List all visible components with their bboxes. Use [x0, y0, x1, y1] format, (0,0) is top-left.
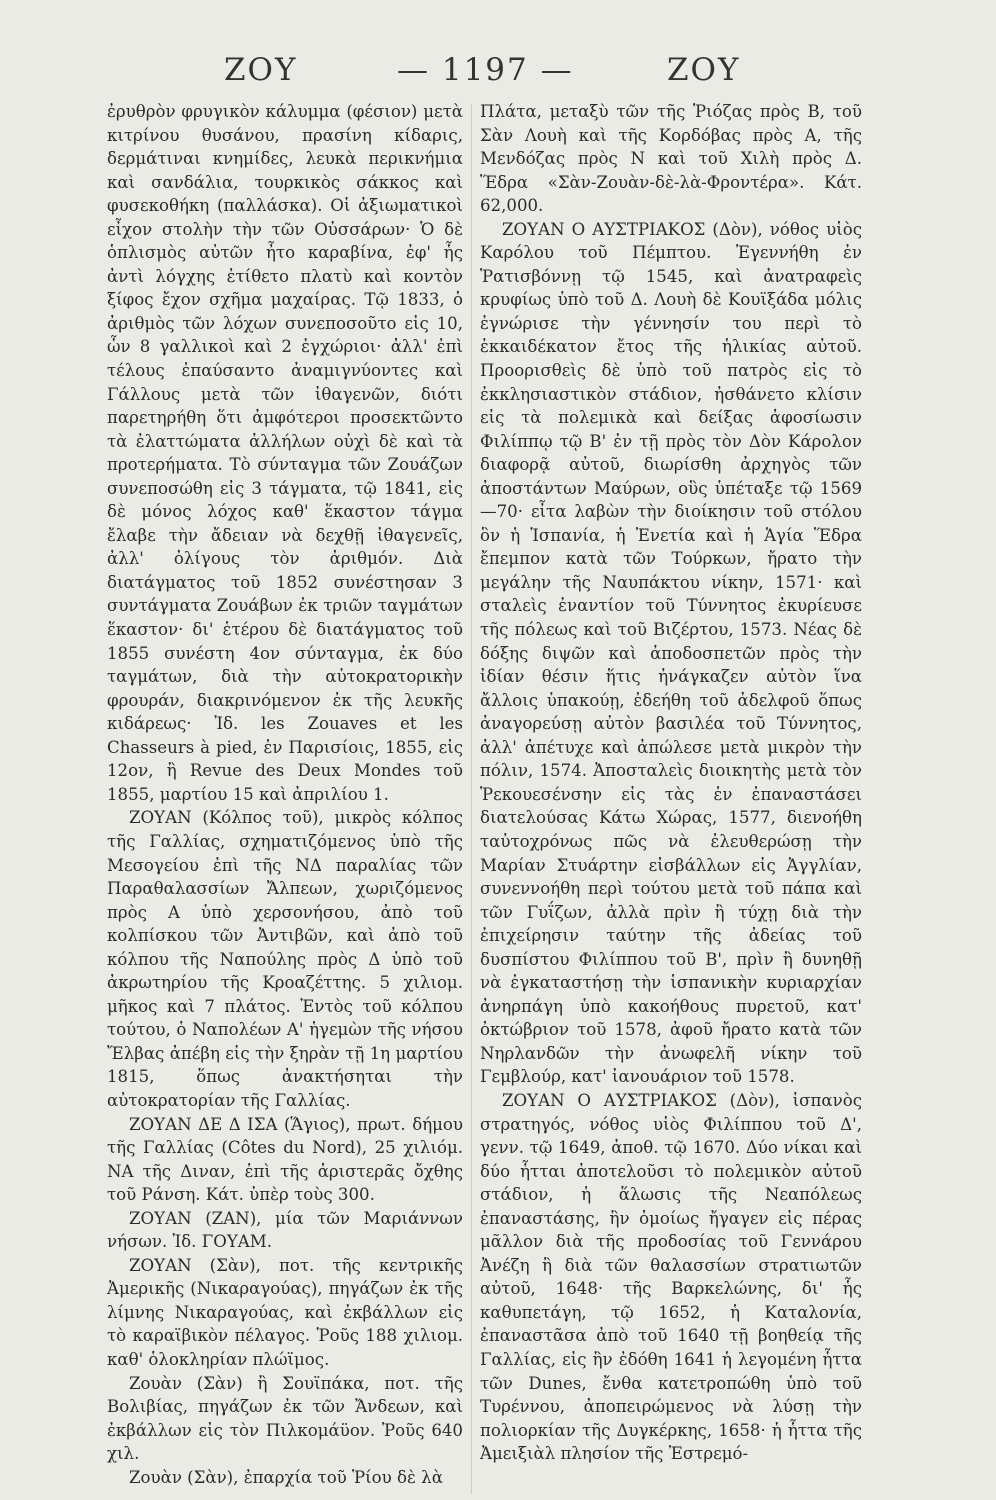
right-column	[480, 100, 862, 1495]
entry-zouan-san-bolivia: Ζουὰν (Σὰν) ἢ Σουϊπάκα, ποτ. τῆς Βολιβίας, πηγάζων ἐκ τῶν Ἄνδεων, καὶ ἐκβάλλων εἰς τὸν Πιλκομάϋον. Ῥοῦς 640 χιλ.	[107, 1373, 463, 1464]
column-divider	[471, 104, 472, 1494]
entry-don-juan-austria-2: ΖΟΥΑΝ Ο ΑΥΣΤΡΙΑΚΟΣ (Δὸν), ἱσπανὸς στρατηγός, νόθος υἱὸς Φιλίππου τοῦ Δ', γενν. τῷ 1649, ἀποθ. τῷ 1670. Δύο νίκαι καὶ δύο ἧτται ἀποτελοῦσι τὸ πολεμικὸν αὐτοῦ στάδιον, ἡ ἅλωσις τῆς Νεαπόλεως ἐπαναστάσης, ἣν ὁμοίως ἤγαγεν εἰς πέρας μᾶλλον διὰ τῆς προδοσίας τοῦ Γεννάρου Ἀνέζη ἢ διὰ τῶν θαλασσίων στρατιωτῶν αὐτοῦ, 1648· τῆς Βαρκελώνης, δι' ἧς καθυπετάγη, τῷ 1652, ἡ Καταλονία, ἐπαναστᾶσα ἀπὸ τοῦ 1640 τῇ βοηθείᾳ τῆς Γαλλίας, εἰς ἣν ἐδόθη 1641 ἡ λεγομένη ἧττα τῶν Dunes, ἔνθα κατετροπώθη ὑπὸ τοῦ Τυρέννου, ἀποπειρώμενος νὰ λύσῃ τὴν πολιορκίαν τῆς Δυγκέρκης, 1658· ἡ ἧττα τῆς Ἀμειξιὰλ πλησίον τῆς Ἐστρεμό-	[480, 1090, 862, 1464]
page-header	[0, 52, 996, 96]
entry-continuation: ἐρυθρὸν φρυγικὸν κάλυμμα (φέσιον) μετὰ κιτρίνου θυσάνου, πρασίνη κίδαρις, δερμάτιναι κνημίδες, λευκὰ περικνήμια καὶ σανδάλια, τουρκικὸς σάκκος καὶ φυσεκοθήκη (παλλάσκα). Οἱ ἀξιωματικοὶ εἶχον στολὴν τὴν τῶν Οὐσσάρων· Ὁ δὲ ὁπλισμὸς αὐτῶν ἦτο καραβίνα, ἐφ' ἧς ἀντὶ λόγχης ἐτίθετο πλατὺ καὶ κοντὸν ξίφος ἔχον σχῆμα μαχαίρας. Τῷ 1833, ὁ ἀριθμὸς τῶν λόχων συνεποσοῦτο εἰς 10, ὧν 8 γαλλικοὶ καὶ 2 ἐγχώριοι· ἀλλ' ἐπὶ τέλους ἐπαύσαντο ἀναμιγνύοντες καὶ Γάλλους μετὰ τῶν ἰθαγενῶν, διότι παρετηρήθη ὅτι ἀμφότεροι προσεκτῶντο τὰ ἐλαττώματα ἀλλήλων οὐχὶ δὲ καὶ τὰ προτερήματα. Τὸ σύνταγμα τῶν Ζουάζων συνεποσώθη εἰς 3 τάγματα, τῷ 1841, εἰς δὲ μόνος λόχος καθ' ἕκαστον τάγμα ἔλαβε τὴν ἄδειαν νὰ δεχθῇ ἰθαγενεῖς, ἀλλ' ὀλίγους τὸν ἀριθμόν. Διὰ διατάγματος τοῦ 1852 συνέστησαν 3 συντάγματα Ζουάβων ἐκ τριῶν ταγμάτων ἕκαστον· δι' ἑτέρου δὲ διατάγματος τοῦ 1855 συνέστη 4ον σύνταγμα, ἐκ δύο ταγμάτων, διὰ τὴν αὐτοκρατορικὴν φρουράν, διακρινόμενον ἐκ τῆς λευκῆς κιδάρεως· Ἰδ. les Zouaves et les Chasseurs à pied, ἐν Παρισίοις, 1855, εἰς 12ον, ἢ Revue des Deux Mondes τοῦ 1855, μαρτίου 15 καὶ ἀπριλίου 1.	[107, 102, 463, 804]
entry-zouan-de-lisa: ΖΟΥΑΝ ΔΕ Δ ΙΣΑ (Ἅγιος), πρωτ. δήμου τῆς Γαλλίας (Côtes du Nord), 25 χιλιόμ. ΝΑ τῆς Διναν, ἐπὶ τῆς ἀριστερᾶς ὄχθης τοῦ Ράνση. Κάτ. ὑπὲρ τοὺς 300.	[107, 1114, 463, 1205]
left-column	[107, 100, 463, 1495]
entry-zouan-gulf: ΖΟΥΑΝ (Κόλπος τοῦ), μικρὸς κόλπος τῆς Γαλλίας, σχηματιζόμενος ὑπὸ τῆς Μεσογείου ἐπὶ τῆς ΝΔ παραλίας τῶν Παραθαλασσίων Ἄλπεων, χωριζόμενος πρὸς Α ὑπὸ χερσονήσου, ἀπὸ τοῦ κολπίσκου τῶν Ἀντιβῶν, καὶ ἀπὸ τοῦ κόλπου τῆς Ναπούλης πρὸς Δ ὑπὸ τοῦ ἀκρωτηρίου τῆς Κροαζέττης. 5 χιλιομ. μῆκος καὶ 7 πλάτος. Ἐντὸς τοῦ κόλπου τούτου, ὁ Ναπολέων Α' ἡγεμὼν τῆς νήσου Ἔλβας ἀπέβη εἰς τὴν ξηρὰν τῇ 1η μαρτίου 1815, ὅπως ἀνακτήσηται τὴν αὐτοκρατορίαν τῆς Γαλλίας.	[107, 808, 463, 1110]
page-number: — 1197 —	[397, 52, 574, 88]
running-head-right: ΖΟΥ	[667, 52, 741, 88]
entry-zouan-san-province: Ζουὰν (Σὰν), ἐπαρχία τοῦ Ῥίου δὲ λὰ	[129, 1467, 443, 1487]
entry-continuation-right: Πλάτα, μεταξὺ τῶν τῆς Ῥιόζας πρὸς Β, τοῦ Σὰν Λουὴ καὶ τῆς Κορδόβας πρὸς Α, τῆς Μενδόζας πρὸς Ν καὶ τοῦ Χιλὴ πρὸς Δ. Ἕδρα «Σὰν-Ζουὰν-δὲ-λὰ-Φροντέρα». Κάτ. 62,000.	[480, 102, 862, 216]
entry-don-juan-austria-1: ΖΟΥΑΝ Ο ΑΥΣΤΡΙΑΚΟΣ (Δὸν), νόθος υἱὸς Καρόλου τοῦ Πέμπτου. Ἐγεννήθη ἐν Ῥατισβόννῃ τῷ 1545, καὶ ἀνατραφεὶς κρυφίως ὑπὸ τοῦ Δ. Λουὴ δὲ Κουϊξάδα μόλις ἐγνώρισε τὴν γέννησίν του περὶ τὸ ἑκκαιδέκατον ἔτος τῆς ἡλικίας αὐτοῦ. Προορισθεὶς δὲ ὑπὸ τοῦ πατρὸς εἰς τὸ ἐκκλησιαστικὸν στάδιον, ἠσθάνετο κλίσιν εἰς τὰ πολεμικὰ καὶ δείξας ἀφοσίωσιν Φιλίππῳ τῷ Β' ἐν τῇ πρὸς τὸν Δὸν Κάρολον διαφορᾷ αὐτοῦ, διωρίσθη ἀρχηγὸς τῶν ἀποστάντων Μαύρων, οὓς ὑπέταξε τῷ 1569—70· εἶτα λαβὼν τὴν διοίκησιν τοῦ στόλου ὃν ἡ Ἱσπανία, ἡ Ἐνετία καὶ ἡ Ἁγία Ἕδρα ἔπεμπον κατὰ τῶν Τούρκων, ἤρατο τὴν μεγάλην τῆς Ναυπάκτου νίκην, 1571· καὶ σταλεὶς ἐναντίον τοῦ Τύννητος ἐκυρίευσε τῆς πόλεως καὶ τοῦ Βιζέρτου, 1573. Νέας δὲ δόξης διψῶν καὶ ἀποδοσπετῶν πρὸς τὴν ἰδίαν θέσιν ἥτις ἠνάγκαζεν αὐτὸν ἵνα ἄλλοις ὑπακούῃ, ἐδεήθη τοῦ ἀδελφοῦ ὅπως ἀναγορεύσῃ αὐτὸν βασιλέα τοῦ Τύννητος, ἀλλ' ἀπέτυχε καὶ ἀπώλεσε μετὰ μικρὸν τὴν πόλιν, 1574. Ἀποσταλεὶς διοικητὴς μετὰ τὸν Ῥεκουεσένσην εἰς τὰς ἐν ἐπαναστάσει διατελούσας Κάτω Χώρας, 1577, διενοήθη ταὐτοχρόνως πῶς νὰ ἐλευθερώσῃ τὴν Μαρίαν Στυάρτην εἰσβάλλων εἰς Ἀγγλίαν, συνεννοήθη περὶ τούτου μετὰ τοῦ πάπα καὶ τῶν Γυΐζων, ἀλλὰ πρὶν ἢ τύχῃ διὰ τὴν ἐπιχείρησιν ταύτην τῆς ἀδείας τοῦ δυσπίστου Φιλίππου τοῦ Β', πρὶν ἢ δυνηθῇ νὰ ἐγκαταστήσῃ τὴν ἱσπανικὴν κυριαρχίαν ἀνηρπάγη ὑπὸ κακοήθους πυρετοῦ, κατ' ὀκτώβριον τοῦ 1578, ἀφοῦ ἤρατο κατὰ τῶν Νηρλανδῶν τὴν ἀνωφελῆ νίκην τοῦ Γεμβλούρ, κατ' ἰανουάριον τοῦ 1578.	[480, 219, 862, 1087]
entry-zouan-san-river: ΖΟΥΑΝ (Σὰν), ποτ. τῆς κεντρικῆς Ἀμερικῆς (Νικαραγούας), πηγάζων ἐκ τῆς λίμνης Νικαραγούας, καὶ ἐκβάλλων εἰς τὸ καραϊβικὸν πέλαγος. Ῥοῦς 188 χιλιομ. καθ' ὁλοκληρίαν πλώϊμος.	[107, 1255, 463, 1369]
running-head-left: ΖΟΥ	[224, 52, 298, 88]
entry-zouan-zan: ΖΟΥΑΝ (ΖΑΝ), μία τῶν Μαριάννων νήσων. Ἰδ. ΓΟΥΑΜ.	[107, 1208, 463, 1252]
